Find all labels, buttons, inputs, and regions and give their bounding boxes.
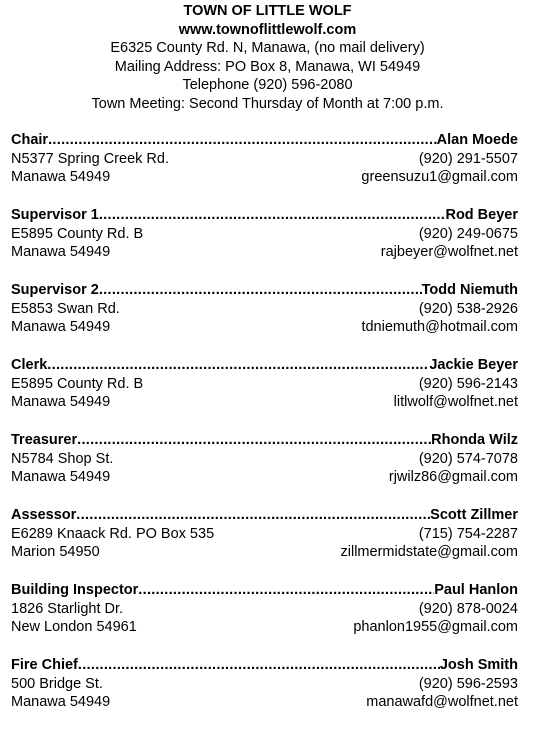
official-entry <box>11 431 518 506</box>
dot-leader <box>99 281 422 300</box>
official-email: rjwilz86@gmail.com <box>388 469 518 486</box>
dot-leader <box>47 356 429 375</box>
official-name: Rhonda Wilz <box>431 432 518 448</box>
town-mailing-address: Mailing Address: PO Box 8, Manawa, WI 54949 <box>114 58 421 75</box>
town-telephone: Telephone (920) 596-2080 <box>182 77 353 93</box>
official-email: zillmermidstate@gmail.com <box>340 544 518 561</box>
official-phone: (920) 574-7078 <box>418 450 518 467</box>
town-meeting: Town Meeting: Second Thursday of Month at 7:00 p.m. <box>91 95 444 112</box>
official-role: Clerk <box>11 357 48 373</box>
official-name: Paul Hanlon <box>434 582 518 598</box>
official-phone: (715) 754-2287 <box>418 525 518 542</box>
official-email: manawafd@wolfnet.net <box>366 694 518 711</box>
official-city: Marion 54950 <box>11 544 100 561</box>
official-street: E5853 Swan Rd. <box>11 300 120 317</box>
official-role: Chair <box>11 132 49 148</box>
official-email: litlwolf@wolfnet.net <box>393 394 518 411</box>
official-email: tdniemuth@hotmail.com <box>361 319 518 336</box>
official-role: Fire Chief <box>11 657 78 673</box>
official-role: Treasurer <box>11 432 78 448</box>
official-name: Todd Niemuth <box>421 282 518 298</box>
dot-leader <box>77 431 431 450</box>
official-street: E5895 County Rd. B <box>11 375 144 392</box>
officials-list <box>11 131 518 731</box>
town-website: www.townoflittlewolf.com <box>178 21 357 38</box>
official-street: N5377 Spring Creek Rd. <box>11 150 169 167</box>
dot-leader <box>48 131 437 150</box>
official-street: N5784 Shop St. <box>11 450 114 467</box>
official-phone: (920) 596-2593 <box>418 675 518 692</box>
official-entry <box>11 356 518 431</box>
official-street: 1826 Starlight Dr. <box>11 600 124 617</box>
official-street: E5895 County Rd. B <box>11 225 144 242</box>
official-role: Assessor <box>11 507 77 523</box>
official-city: Manawa 54949 <box>11 319 111 336</box>
official-entry <box>11 506 518 581</box>
official-email: greensuzu1@gmail.com <box>361 169 518 186</box>
official-city: Manawa 54949 <box>11 469 111 486</box>
official-email: rajbeyer@wolfnet.net <box>380 244 518 261</box>
dot-leader <box>138 581 434 600</box>
official-entry <box>11 581 518 656</box>
official-entry <box>11 281 518 356</box>
official-phone: (920) 538-2926 <box>418 300 518 317</box>
official-name: Josh Smith <box>439 657 518 673</box>
dot-leader <box>78 656 440 675</box>
official-city: Manawa 54949 <box>11 694 111 711</box>
official-phone: (920) 596-2143 <box>418 375 518 392</box>
official-phone: (920) 249-0675 <box>418 225 518 242</box>
town-header <box>0 2 535 113</box>
town-address: E6325 County Rd. N, Manawa, (no mail delivery) <box>110 40 425 56</box>
official-role: Supervisor 2 <box>11 282 99 298</box>
official-role: Building Inspector <box>11 582 139 598</box>
official-name: Jackie Beyer <box>429 357 518 373</box>
official-name: Scott Zillmer <box>430 507 518 523</box>
official-phone: (920) 291-5507 <box>418 150 518 167</box>
official-city: Manawa 54949 <box>11 169 111 186</box>
official-entry <box>11 206 518 281</box>
official-name: Rod Beyer <box>445 207 518 223</box>
official-entry <box>11 131 518 206</box>
official-city: New London 54961 <box>11 619 137 636</box>
official-street: 500 Bridge St. <box>11 675 103 692</box>
official-city: Manawa 54949 <box>11 244 111 261</box>
official-role: Supervisor 1 <box>11 207 99 223</box>
official-city: Manawa 54949 <box>11 394 111 411</box>
town-title: TOWN OF LITTLE WOLF <box>183 3 352 19</box>
official-name: Alan Moede <box>436 132 518 148</box>
official-phone: (920) 878-0024 <box>418 600 518 617</box>
official-email: phanlon1955@gmail.com <box>353 619 518 636</box>
official-entry <box>11 656 518 731</box>
dot-leader <box>99 206 446 225</box>
official-street: E6289 Knaack Rd. PO Box 535 <box>11 525 215 542</box>
dot-leader <box>76 506 430 525</box>
